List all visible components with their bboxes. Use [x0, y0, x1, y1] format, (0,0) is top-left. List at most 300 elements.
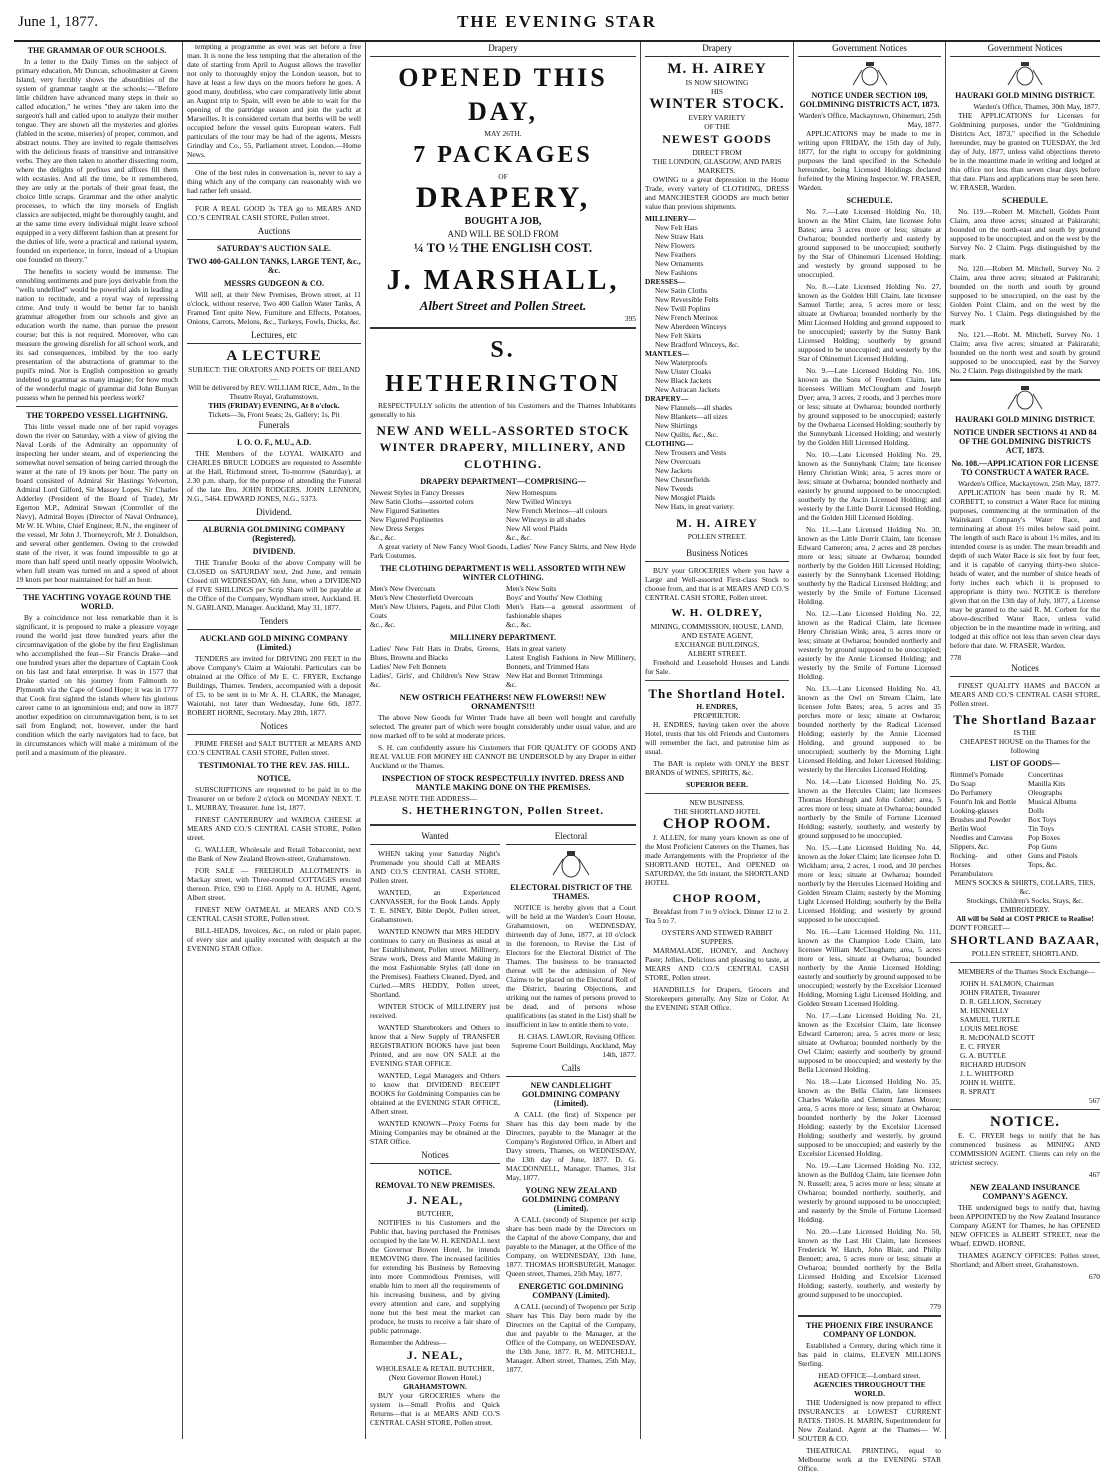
list-item: New Fashions	[655, 268, 698, 277]
advert-heading: CHOP ROOM,	[672, 891, 762, 905]
article-text: By a coincidence not less remarkable than it is significant, it is proposed to make a pleasure voyage round the world just three hundred years after the circumnavigation of the globe by the first Englishman who accomplished the feat—Sir Francis Drake—and one hundred years after the departure of Captain Cook on his last and fatal enterprise. It was in 1577 that Drake started on his journey from Falmouth to Plymouth via the Cape of Good Hope; it was in 1777 that Cook first sighted the islands where his glorious career came to an ignominious end; and now in 1877 another expedition on circumnavigation bent, is to set sail from England; not, however, under the hard condition which the early navigators had to face, but in circumstances which will make a minimum of the peril and a maximum of the pleasure.	[16, 613, 178, 757]
advert-text: SUBSCRIPTIONS are requested to be paid in to the Treasurer on or before 2 o'clock on MONDAY NEXT. T. L. MURRAY, Treasurer. June 1st, 1877.	[187, 785, 361, 812]
advert-text: HEAD OFFICE—Lombard street.	[818, 1371, 921, 1380]
list-item: New Figured Satinettes	[370, 506, 440, 515]
list-item: New Felt Skirts	[655, 331, 702, 340]
advert-number: 467	[1088, 1170, 1100, 1179]
advert-text: Breakfast from 7 to 9 o'clock. Dinner 12 to 2. Tea 5 to 7.	[645, 907, 789, 925]
advert-text: H. CHAS. LAWLOR, Revising Officer. Supreme Court Buildings, Auckland, May 14th, 1877.	[511, 1032, 636, 1059]
advert-heading: HAURAKI GOLD MINING DISTRICT.	[955, 91, 1095, 100]
advert-heading: NEW ZEALAND INSURANCE COMPANY'S AGENCY.	[970, 1183, 1080, 1201]
list-item: Ladies' New Felt Bonnets	[370, 662, 447, 671]
advert-text: IS NOW SHOWING	[685, 78, 749, 87]
item-list	[370, 584, 636, 629]
list-item: Men's New Overcoats	[370, 584, 436, 593]
advert-heading: SCHEDULE.	[1001, 196, 1048, 205]
royal-arms-icon	[1005, 61, 1045, 87]
section-heading: Notices	[370, 1149, 500, 1164]
advert-text: Warden's Office, Mackaytown, Ohinemuri, 25th May, 1877.	[798, 111, 941, 129]
advert-heading: NOTICE.	[257, 774, 291, 783]
article-heading: THE YACHTING VOYAGE ROUND THE WORLD.	[22, 593, 172, 611]
advert-text: FINEST NEW OATMEAL at MEARS AND CO.'S CENTRAL CASH STORE, Pollen street.	[187, 905, 361, 923]
section-heading: Business Notices	[645, 547, 789, 562]
advert-text: BOUGHT A JOB,	[464, 216, 542, 227]
list-item: New Winceys in all shades	[506, 515, 586, 524]
advert-text: THE LONDON, GLASGOW, AND PARIS MARKETS.	[652, 157, 782, 175]
advert-text: BUTCHER,	[416, 1209, 454, 1218]
list-item: Rocking- and other Horses	[950, 851, 1022, 869]
advert-text: FINEST QUALITY HAMS and BACON at MEARS AND CO.'S CENTRAL CASH STORE, Pollen street.	[950, 681, 1100, 708]
advert-text: AGENCIES THROUGHOUT THE WORLD.	[813, 1380, 926, 1398]
list-item: J. L. WHITFORD	[960, 1069, 1014, 1078]
list-item: New Twill Poplins	[655, 304, 711, 313]
advert-heading: ENERGETIC GOLDMINING COMPANY (Limited).	[518, 1282, 624, 1300]
section-heading: Dividend.	[187, 506, 361, 521]
column-3	[370, 42, 636, 1439]
list-item: G. A. BUTTLE	[960, 1051, 1006, 1060]
advert-text: HANDBILLS for Drapers, Grocers and Storekeepers generally. Any Size or Color. At the EVENING STAR Office.	[645, 985, 789, 1012]
advert-number: 670	[1088, 1272, 1100, 1281]
list-item: E. C. FRYER	[960, 1042, 1001, 1051]
article-text: In a letter to the Daily Times on the subject of primary education, Mr Duncan, schoolmaster at Green Island, very forcibly shows the absurdities of the system of grammar taught at the schools:—"Before little children have advanced many steps in their so called education," he writes "they are taken into the surgeon's hall and called upon to analyze their mother tongue. They are shown all the mysteries and glories (fabled in the scene, miseries) of proper, common, and abstract nouns. They are invited to regale themselves with the delicious feasts of transitive and intransitive verbs. They are then taken to another dissecting room, where the delights of prefixes and affixes fill them with ecstasies. And all the time, be it remembered, they are only at the portals of their great feast, the choice little scraps. Grammar and the other analytic processes, to which the tiny morsels of English classics are subjected, might be thoroughly taught, and at the same time every individual might leave school equipped in a very different fashion than at present for the duties of life, were a practical and rational system, founded on experience, in force, instead of a Utopian one founded on theory."	[16, 57, 178, 264]
section-heading: Drapery	[645, 42, 789, 57]
advert-heading: NOTICE UNDER SECTION 109, GOLDMINING DISTRICTS ACT, 1873.	[799, 91, 940, 109]
advert-text: Tickets—3s, Front Seats; 2s, Gallery; 1s, Pit	[208, 410, 340, 419]
list-item: Men's New Suits	[506, 584, 557, 593]
list-item: SAMUEL TURTLE	[960, 1015, 1020, 1024]
column-rule	[640, 42, 641, 1439]
advert-text: WINTER STOCK of MILLINERY just received.	[370, 1002, 500, 1020]
schedule-item: No. 20.—Late Licensed Holding No. 50, known as the Last Hit Claim, late licensees Frederick W. Hatch, John Blair, and Philip Bennett; area, 5 acres more or less; situate at Owharoa; bounded northerly by the Bella Licensed Holding and Excelsior Licensed Holding; easterly, southerly, and westerly by ground supposed to be unoccupied.	[798, 1227, 941, 1299]
list-item: M. HENNELLY	[960, 1006, 1009, 1015]
advert-text: APPLICATIONS may be made to me in writing upon FRIDAY, the 15th day of July, 1877, for the right to occupy for goldmining purposes the land specified in the Schedule hereunder, being Licensed Holdings declared forfeited by the Mining Inspector. W. FRASER, Warden.	[798, 129, 941, 192]
advert-text: All will be Sold at COST PRICE to Realise!	[956, 914, 1094, 923]
masthead	[14, 0, 1100, 42]
column-4	[645, 42, 789, 1439]
advert-text: A CALL (the first) of Sixpence per Share has this day been made by the Directors, payable to the Manager at the Company's Registered Office, in Albert and Davy streets, Thames, on WEDNESDAY, the 13th day of June, 1877. D. G. MACDONNELL, Manager. Thames, 31st May, 1877.	[506, 1110, 636, 1182]
list-item: Manilla Kits	[1028, 779, 1066, 788]
advert-text: G. WALLER, Wholesale and Retail Tobacconist, next the Bank of New Zealand Brown-street, Grahamstown.	[187, 845, 361, 863]
section-heading: Tenders	[187, 615, 361, 630]
list-item: New Flannels—all shades	[655, 403, 733, 412]
list-item: New Figured Poplinettes	[370, 515, 444, 524]
advert-text: OF	[498, 172, 508, 181]
section-heading: Lectures, etc	[187, 329, 361, 344]
royal-arms-icon	[549, 849, 593, 879]
advert-heading: I. O. O. F., M.U., A.D.	[236, 438, 312, 447]
advert-heading: SCHEDULE.	[846, 196, 893, 205]
schedule-item: No. 9.—Late Licensed Holding No. 106, known as the Sons of Freedom Claim, late licensees William McClougham and Joseph Dyer; area, 3 acres, 2 roods, and 3 perches more or less; situate at Owharoa; bounded northerly by ground supposed to be unoccupied; easterly by the Owharoa Licensed Holding; southerly by the Sunnybank Licensed Holding; and westerly by the Golden Hill Licensed Holding.	[798, 366, 941, 447]
advert-text: The above New Goods for Winter Trade have all been well bought and carefully selected. The greater part of which were bought considerably under usual value, and are now marked off to be sold at moderate prices.	[370, 713, 636, 740]
list-heading: CLOTHING—	[645, 439, 694, 448]
advert-heading: TESTIMONIAL TO THE REV. JAS. HILL.	[198, 761, 350, 770]
schedule-item: No. 12.—Late Licensed Holding No. 22, known as the Radical Claim, late licensee Henry Christian Wink; area, 5 acres more or less; situate at Owharoa; bounded northerly and westerly by ground supposed to be unoccupied; easterly by the Annie Licensed Holding; and westerly by the Smile of Fortune Licensed Holding.	[798, 609, 941, 681]
list-item: Tops, &c.	[1028, 860, 1057, 869]
advert-text: GRAHAMSTOWN.	[403, 1382, 467, 1391]
advert-heading: S. HETHERINGTON, Pollen Street.	[401, 805, 605, 817]
advert-text: CHEAPEST HOUSE on the Thames for the following	[959, 737, 1091, 755]
list-item: R. SPRATT	[960, 1087, 996, 1096]
article-text: tempting a programme as ever was set before a free man. It is none the less tempting that the alteration of the date of starting from April to August allows the traveller not only to thoroughly enjoy the London season, but to have at least a few days on the moors before he goes. A good many, doubtless, who care comparatively little about an August trip to Spain, will even be able to wait for the opening of the partridge season and join the yacht at Marseilles. It is considered certain that berths will be well occupied before the vessel quits European waters. Full particulars of the tour may be had of the agents, Messrs Grindlay and Co., 55, Parliament street, London.—Home News.	[187, 42, 361, 159]
list-item: New Satin Cloths—assorted colors	[370, 497, 474, 506]
advert-text: BILL-HEADS, Invoices, &c., on ruled or plain paper, of every size and quality executed with despatch at the EVENING STAR Office.	[187, 926, 361, 953]
advert-heading: The Shortland Bazaar	[953, 712, 1097, 727]
advert-text: MAY 26TH.	[484, 129, 522, 138]
article-heading: THE GRAMMAR OF OUR SCHOOLS.	[27, 46, 167, 55]
schedule-item: No. 18.—Late Licensed Holding No. 35, known as the Bella Claim, late licensees Charles Wakelin and Clement James Moore; area, 5 acres more or less; situate at Owharoa; bounded northerly by the Joker Licensed Holding; easterly by the Excelsior Licensed Holding; southerly and westerly, by ground supposed to be unoccupied; and easterly by the Excelsior Licensed Holding.	[798, 1077, 941, 1158]
schedule-item: No. 7.—Late Licensed Holding No. 10, known as the Mint Claim, late licensee John Bates; area 3 acres more or less; situate at Owharoa; bounded northerly and easterly by ground supposed to be unoccupied; southerly by the Star of Ohinemuri Licensed Holding; and westerly by ground supposed to be unoccupied.	[798, 207, 941, 279]
list-item: Musical Albums	[1028, 797, 1077, 806]
advert-heading: OPENED THIS DAY,	[398, 63, 608, 126]
advert-text: S. H. can confidently assure his Customers that FOR QUALITY OF GOODS AND REAL VALUE FOR MONEY HE CANNOT BE UNDERSOLD by any Draper in either Auckland or the Thames.	[370, 743, 636, 770]
advert-text: THE SHORTLAND HOTEL	[673, 807, 761, 816]
list-item: New Bradford Winceys, &c.	[655, 340, 740, 349]
advert-text: ALBERT STREET.	[687, 649, 747, 658]
list-heading: DRESSES—	[645, 277, 686, 286]
advert-text: Warden's Office, Mackaytown, 25th May, 1877.	[958, 479, 1100, 488]
advert-text: NEW BUSINESS.	[689, 798, 745, 807]
list-item: New Mosgiel Plaids	[655, 493, 715, 502]
section-heading: Auctions	[187, 225, 361, 240]
advert-heading: AUCKLAND GOLD MINING COMPANY (Limited.)	[199, 634, 349, 652]
advert-text: DIRECT FROM	[692, 148, 742, 157]
list-item: &c., &c.	[506, 533, 532, 542]
list-item: Latest English Fashions in New Millinery, Bonnets, and Trimmed Hats	[506, 653, 636, 671]
list-item: New Satin Cloths	[655, 286, 708, 295]
advert-number: 779	[929, 1302, 941, 1311]
advert-text: J. ALLEN, for many years known as one of the Most Proficient Caterers on the Thames, has made Arrangements with the Proprietor of the SHORTLAND HOTEL, And OPENED on SATURDAY, the 5th instant, the SHORTLAND HOTEL	[645, 833, 789, 887]
list-item: Guns and Pistols	[1028, 851, 1078, 860]
list-item: New All wool Plaids	[506, 524, 568, 533]
column-1	[16, 42, 178, 1439]
advert-heading: NOTICE.	[418, 1168, 452, 1177]
list-item: New Homespuns	[506, 488, 557, 497]
article-text: One of the best rules in conversation is, never to say a thing which any of the company can reasonably wish we had rather left unsaid.	[187, 168, 361, 195]
list-item: LOUIS MELROSE	[960, 1024, 1019, 1033]
advert-heading: No. 108.—APPLICATION FOR LICENSE TO CONSTRUCT A WATER RACE.	[951, 459, 1099, 477]
advert-text: MARMALADE, HONEY, and Anchovy Paste; Jellies, Delicious and pleasing to taste, at MEARS AND CO.'S CENTRAL CASH STORE, Pollen street.	[645, 946, 789, 982]
list-item: Do Perfumery	[950, 788, 993, 797]
advert-heading: J. NEAL,	[406, 1348, 464, 1362]
list-item: Concertinas	[1028, 770, 1064, 779]
advert-text: THE Members of the LOYAL WAIKATO and CHARLES BRUCE LODGES are requested to Assemble at the Hall, Richmond street, To-morrow (Saturday), at 2.30 p.m. sharp, for the purpose of attending the Funeral of the late Bro. JOHN RODGERS. JOHN LENNON, N.G., 5464. EDWARD JONES, N.G., 5373.	[187, 449, 361, 503]
column-5	[798, 42, 941, 1473]
list-item: New Flowers	[655, 241, 695, 250]
schedule-item: No. 120.—Robert M. Mitchell, Survey No. 2 Claim, area three acres; situated at Pakirarahi; bounded on the north and south by ground supposed to be unoccupied, on the east by the Golden Point Claim, and on the west by the Survey No. 1 Claim. Pegs distinguished by the mark	[950, 264, 1100, 327]
advert-text: SUPERIOR BEER.	[685, 780, 748, 789]
list-item: New Astracan Jackets	[655, 385, 720, 394]
advert-heading: NOTICE.	[990, 1114, 1060, 1130]
list-item: New Trousers and Vests	[655, 448, 727, 457]
section-heading: Funerals	[187, 419, 361, 434]
schedule-item: No. 15.—Late Licensed Holding No. 44, known as the Joker Claim; late licensee John D. Wickham; area, 2 acres, 1 rood, and 30 perches more or less; situate at Owharoa; bounded northerly by the Hercules Licensed Holding and Golden Stream Claim; easterly by the Morning Light Licensed Holding; southerly by the Bella Licensed Holding; and westerly by ground supposed to be unoccupied.	[798, 843, 941, 924]
list-item: Do Soap	[950, 779, 976, 788]
advert-text: IS THE	[1013, 728, 1037, 737]
list-item: New Dress Serges	[370, 524, 425, 533]
advert-heading: TWO 400-GALLON TANKS, LARGE TENT, &c., &c.	[187, 257, 361, 275]
advert-text: AND WILL BE SOLD FROM	[447, 229, 559, 239]
list-item: Brushes and Powder	[950, 815, 1011, 824]
list-item: New Hats, in great variety.	[655, 502, 735, 511]
advert-text: THAMES AGENCY OFFICES: Pollen street, Shortland; and Albert street, Grahamstown.	[950, 1251, 1100, 1269]
advert-text: Stockings, Children's Socks, Stays, &c. EMBROIDERY.	[966, 896, 1084, 914]
advert-text: THE undersigned begs to notify that, having been APPOINTED by the New Zealand Insurance Company AGENT for Thames, he has OPENED NEW OFFICES in ALBERT STREET, near the Wharf. EDWD. HORNE.	[950, 1203, 1100, 1248]
section-heading: Notices	[950, 662, 1100, 677]
list-item: Ladies', Girls', and Children's New Straw &c.	[370, 671, 500, 689]
advert-heading: HAURAKI GOLD MINING DISTRICT.	[955, 415, 1095, 424]
section-heading: Government Notices	[798, 42, 941, 57]
list-item: JOHN FRATER, Treasurer	[960, 988, 1040, 997]
list-item: &c., &c.	[370, 620, 396, 629]
advert-text: TENDERS are invited for DRIVING 200 FEET in the above Company's Claim at Waiotahi. Particulars can be obtained at the Office of Mr E. C. FRYER, Exchange Buildings, Thames. Tenders, accompanied with a deposit of £5, to be sent in to Mr A. H. CLARK, the Manager, Waiotahi, not later than Wednesday, June 6th, 1877. ROBERT HORNE, Secretary. May 28th, 1877.	[187, 654, 361, 717]
list-item: Perambulators	[950, 869, 993, 878]
list-item: RICHARD HUDSON	[960, 1060, 1026, 1069]
advert-text: PRIME FRESH and SALT BUTTER at MEARS AND CO.'S CENTRAL CASH STORE, Pollen street.	[187, 739, 361, 757]
advert-heading: WINTER DRAPERY, MILLINERY, AND CLOTHING.	[379, 440, 627, 471]
article-text: This little vessel made one of her rapid voyages down the river on Saturday, with a view of giving the Naval Lords of the Admiralty an opportunity of inspecting her under steam, and of experiencing the somewhat novel sensation of being carried through the water at the rate of 19 knots per hour. The party on board consisted of Admiral Sir Hastings Yelverton, Admiral Lord Gilford, Sir Massey Lopes, Sir Charles Adderley (President of the Board of Trade), Mr Egerton M.P., Admiral Stewart (Controller of the Navy), Admiral Boyes (Director of Naval Ordnance), Mr W. H. White, Chief Engineer, R.N., the engineer of the vessel, Mr John J. Thorneycroft, Mr J. Donaldson, and several other gentlemen. Owing to the crowded state of the river, it was found impossible to go at more than half speed until nearly opposite Woolwich, when full steam was turned on and a speed of about 19 knots per hour maintained for half an hour.	[16, 422, 178, 584]
list-item: Needles and Canvass	[950, 833, 1013, 842]
list-item: Men's New Ulsters, Pagets, and Pilot Cloth Coats	[370, 602, 500, 620]
advert-heading: THE CLOTHING DEPARTMENT IS WELL ASSORTED WITH NEW WINTER CLOTHING.	[380, 564, 626, 582]
advert-text: EXCHANGE BUILDINGS,	[674, 640, 760, 649]
advert-heading: W. H. OLDREY,	[671, 607, 763, 619]
advert-heading: CHOP ROOM.	[662, 816, 772, 832]
advert-text: EVERY VARIETY	[688, 113, 746, 122]
list-item: Tin Toys	[1028, 824, 1054, 833]
column-2	[187, 42, 361, 1439]
advert-heading: NEW AND WELL-ASSORTED STOCK	[376, 423, 630, 438]
advert-heading: DIVIDEND.	[252, 547, 296, 556]
advert-heading: THE PHOENIX FIRE INSURANCE COMPANY OF LONDON.	[806, 1321, 933, 1339]
column-rule	[365, 42, 366, 1439]
advert-text: NOTIFIES to his Customers and the Public that, having purchased the Premises occupied by the late W. H. KENDALL next the Governor Bowen Hotel, he intends REMOVING there. The increased facilities for extending his Business by Removing into more Commodious Premises, will enable him to meet all the requirements of his increasing business, and by giving every attention and care, and supplying none but the best meat the market can produce, he trusts to receive a fair share of public patronage.	[370, 1218, 500, 1335]
list-item: New Felt Hats	[655, 223, 698, 232]
list-item: New French Merinos—all colours	[506, 506, 608, 515]
advert-text: The BAR is replete with ONLY the BEST BRANDS of WINES, SPIRITS, &c.	[645, 759, 789, 777]
article-text: The benefits to society would be immense. The ennobling sentiments and pure joys derivable from the "wells undefiled" would be powerful aids in leading a nation to rectitude, and a royal way of repressing crime. And truly it would be better far to banish grammar altogether from our schools and give an education worth the name, than pursue the present course; but this is not required. Moreover, who can measure the growing disrelish for all school work, and its sad consequences, imbibed by the too early presentation of the abstractions of grammar to the pupil's mind. Nor is English composition so greatly indebted to grammar as many imagine; for how much of the wonderful magic of grammar did John Bunyan possess when he penned his peerless work?	[16, 267, 178, 402]
advert-text: POLLEN STREET, SHORTLAND.	[971, 949, 1079, 958]
advert-tea: FOR A REAL GOOD 3s TEA go to MEARS AND CO.'S CENTRAL CASH STORE, Pollen street.	[187, 204, 361, 222]
list-item: New Ornaments	[655, 259, 704, 268]
advert-heading: NEW CANDLELIGHT GOLDMINING COMPANY (Limited).	[521, 1081, 621, 1108]
list-item: New Feathers	[655, 250, 696, 259]
column-rule	[945, 42, 946, 1439]
list-item: Men's New Chesterfield Overcoats	[370, 593, 474, 602]
advert-text: Established a Century, during which time it has paid in claims, ELEVEN MILLIONS Sterling.	[798, 1341, 941, 1368]
advert-text: MEN'S SOCKS & SHIRTS, COLLARS, TIES, &c.	[954, 878, 1096, 896]
list-item: New Twilled Winceys	[506, 497, 572, 506]
advert-text: H. ENDRES,	[696, 702, 738, 711]
list-item: &c.	[506, 680, 517, 689]
wanted-section	[370, 830, 500, 1430]
advert-heading: The Shortland Hotel.	[648, 686, 786, 701]
list-item: New Jackets	[655, 466, 693, 475]
advert-heading: J. MARSHALL,	[386, 265, 620, 296]
column-6	[950, 42, 1100, 1439]
advert-heading: NEWEST GOODS	[662, 132, 772, 146]
list-item: New Hat and Bonnet Trimmings	[506, 671, 603, 680]
advert-text: A CALL (second) of Twopence per Scrip Share has This Day been made by the Directors on the Capital of the Company, due and payable to the Manager, at the Office of the Company, on WEDNESDAY, the 13th June, 1877. R. M. MITCHELL, Manager. Albert street, Thames, 25th May, 1877.	[506, 1302, 636, 1374]
list-item: New Straw Hats	[655, 232, 704, 241]
issue-date: June 1, 1877.	[18, 14, 98, 30]
advert-text: WANTED Sharebrokers and Others to know that a New Supply of TRANSFER REGISTRATION BOOKS have just been Printed, and are now ON SALE at the EVENING STAR OFFICE.	[370, 1023, 500, 1068]
schedule-item: No. 16.—Late Licensed Holding No. 111, known as the Champion Lode Claim, late licensee William McClougham; area, 5 acres more or less, situate at Owharoa; bounded northerly by the Annie Licensed Holding; easterly and southerly by ground supposed to be unoccupied; westerly by the Excelsior Licensed Holding, Morning Light Licensed Holding, and Golden Stream Licensed Holding.	[798, 927, 941, 1008]
advert-text: MEMBERS of the Thames Stock Exchange—	[958, 967, 1096, 976]
advert-heading: INSPECTION OF STOCK RESPECTFULLY INVITED. DRESS AND MANTLE MAKING DONE ON THE PREMISES.	[381, 774, 625, 792]
advert-text: ¼ TO ½ THE ENGLISH COST.	[413, 240, 593, 255]
advert-heading: ALBURNIA GOLDMINING COMPANY (Registered).	[202, 525, 346, 543]
advert-text: FINEST CANTERBURY and WAIROA CHEESE at MEARS AND CO.'S CENTRAL CASH STORE, Pollen street.	[187, 815, 361, 842]
section-heading: Calls	[506, 1062, 636, 1077]
section-heading: Drapery	[370, 42, 636, 57]
list-item: Fount'n Ink and Bottle	[950, 797, 1017, 806]
advert-text: POLLEN STREET.	[687, 532, 747, 541]
advert-heading: NEW OSTRICH FEATHERS! NEW FLOWERS!! NEW ORNAMENTS!!!	[399, 692, 607, 711]
advert-heading: J. NEAL,	[406, 1193, 464, 1207]
schedule-item: No. 14.—Late Licensed Holding No. 25, known as the Hercules Claim; late licensees Thomas Horsbrugh and John Colder; area, 5 acres more or less; situate at Owharoa; bounded northerly by the Smile of Fortune Licensed Holding; easterly, southerly, and westerly by ground supposed to be unoccupied.	[798, 777, 941, 840]
advert-text: DON'T FORGET—	[950, 923, 1010, 932]
advert-text: Albert Street and Pollen Street.	[419, 298, 587, 313]
electoral-section	[506, 830, 636, 1430]
schedule-item: No. 10.—Late Licensed Holding No. 29, known as the Sunnybank Claim; late licensee Henry Christian Wink; area, 5 acres more or less; situate at Owharoa; bounded northerly and easterly by ground supposed to be unoccupied; southerly by the Ascin Licensed Holding; and westerly by the Little Dorrit Licensed Holding, and the Golden Hill Licensed Holding.	[798, 450, 941, 522]
advert-text: HIS	[711, 87, 723, 96]
advert-heading: S. HETHERINGTON	[385, 337, 621, 397]
list-item: Berlin Wool	[950, 824, 987, 833]
list-item: Looking-glasses	[950, 806, 999, 815]
advert-text: Will be delivered by REV. WILLIAM RICE, Adm., In the Theatre Royal, Grahamstown.	[188, 383, 360, 401]
advert-heading: ELECTORAL DISTRICT OF THE THAMES.	[510, 883, 632, 901]
advert-text: THE APPLICATIONS for Licenses for Goldmining purposes, under the "Goldmining Districts Act, 1873," specified in the Schedule hereunder, may be granted on TUESDAY, the 3rd day of July, 1877, unless valid objections thereto be in the meantime made in writing and lodged at this office not less than seven clear days before that date. Plans and applications may be seen here. W. FRASER, Warden.	[950, 111, 1100, 192]
list-item: Boys' and Youths' New Clothing	[506, 593, 603, 602]
list-item: Hats in great variety	[506, 644, 567, 653]
list-item: Box Toys	[1028, 815, 1057, 824]
advert-heading: SHORTLAND BAZAAR,	[950, 933, 1100, 947]
schedule-item: No. 8.—Late Licensed Holding No. 27, known as the Golden Hill Claim, late licensee Samuel Turtle; area, 5 acres more or less; situate at Owharoa; bounded northerly by the Mint Licensed Holding and ground supposed to be unoccupied; easterly by the Sunny Bank Licensed Holding; southerly by ground supposed to be unoccupied; and westerly by the Star of Ohinemuri Licensed Holding.	[798, 282, 941, 363]
item-list	[950, 770, 1100, 878]
advert-text: Remember the Address—	[370, 1338, 447, 1347]
list-item: Dolls	[1028, 806, 1045, 815]
list-item: Oleographs	[1028, 788, 1063, 797]
list-item: Rimmel's Pomade	[950, 770, 1004, 779]
advert-text: Will sell, at their New Premises, Brown street, at 11 o'clock, without reserve, Two 400 Gallon Water Tanks, A Framed Tent quite New, Furniture and Effects, Potatoes, Onions, Carrots, Melons, &c., Turkeys, Fowls, Ducks, &c.	[187, 290, 361, 326]
list-item: R. McDONALD SCOTT	[960, 1033, 1035, 1042]
advert-heading: MESSRS GUDGEON & CO.	[223, 279, 324, 288]
list-item: New Quilts, &c., &c.	[655, 430, 719, 439]
advert-text: APPLICATION has been made by R. M. CORBETT, to construct a Water Race for mining purposes, commencing at the termination of the Waitekauri Company's Water Race, and terminating at about 1½ miles below said point. The length of such Race is about 1½ miles, and its intended course is as under. The mean breadth and depth of such Water Race is six feet by four feet, and it is capable of carrying thirty-two sluice-heads of water, and the number of sluice heads of forty inches each which it is proposed to appropriate is thirty two. NOTICE is therefore given that on the 13th day of July, 1877, a License may be granted to the said R. M. Corbett for the above-described Water Race, unless valid objection be in the meantime made in writing, and lodged at this office not less than seven clear days before that date. W. FRASER, Warden.	[950, 488, 1100, 650]
advert-text: A great variety of New Fancy Wool Goods, Ladies' New Fancy Skirts, and New Hyde Park Costumes.	[370, 542, 636, 560]
advert-text: H. ENDRES, having taken over the above Hotel, trusts that his old Friends and Customers will remember the fact, and patronise him as usual.	[645, 720, 789, 756]
item-list	[370, 644, 636, 689]
advert-heading: DRAPERY DEPARTMENT—COMPRISING—	[420, 477, 586, 486]
schedule-item: No. 121.—Robt. M. Mitchell, Survey No. 1 Claim; area five acres; situated at Pakirarahi; bounded on the north west and south by ground supposed to be unoccupied, east by the Survey No. 2 Claim. Pegs distinguished by the mark	[950, 330, 1100, 375]
advert-text: WHOLESALE & RETAIL BUTCHER, (Next Governor Bowen Hotel,)	[375, 1364, 495, 1382]
advert-text: WANTED, an Experienced CANVASSER, for the Book Lands. Apply T. E. SINEY, Bible Depôt, Pollen street, Grahamstown.	[370, 888, 500, 924]
advert-text: Freehold and Leasehold Houses and Lands for Sale.	[645, 658, 789, 676]
advert-text: BUY your GROCERIES where you have a Large and Well-assorted First-class Stock to choose from, and that is at MEARS AND CO.'S CENTRAL CASH STORE, Pollen street.	[645, 566, 789, 602]
list-item: JOHN H. WHITE.	[960, 1078, 1016, 1087]
list-item: JOHN H. SALMON, Chairman	[960, 979, 1054, 988]
list-item: New Ulster Cloaks	[655, 367, 712, 376]
list-item: D. R. GELLION, Secretary	[960, 997, 1042, 1006]
list-item: New Aberdeen Winceys	[655, 322, 727, 331]
section-heading: Notices	[187, 720, 361, 735]
advert-heading: LIST OF GOODS—	[990, 759, 1060, 768]
advert-heading: YOUNG NEW ZEALAND GOLDMINING COMPANY (Limited).	[521, 1186, 621, 1213]
article-heading: THE TORPEDO VESSEL LIGHTNING.	[26, 411, 168, 420]
advert-text: THEATRICAL PRINTING, equal to Melbourne work at the EVENING STAR Office.	[798, 1446, 941, 1473]
advert-heading: A LECTURE	[226, 348, 322, 364]
list-item: New Overcoats	[655, 457, 701, 466]
list-item: New Shirtings	[655, 421, 698, 430]
advert-text: THE Transfer Books of the above Company will be CLOSED on SATURDAY next, 2nd June, and remain Closed till WEDNESDAY, 6th June, when a DIVIDEND of FIVE SHILLINGS per Scrip Share will be payable at the Office of the Company, Wyndham street, Auckland. H. N. GARLAND, Manager. Auckland, May 31, 1877.	[187, 558, 361, 612]
advert-heading: MILLINERY DEPARTMENT.	[450, 633, 556, 642]
advert-number: 778	[950, 653, 962, 662]
advert-text: WANTED KNOWN that MRS HEDDY continues to carry on Business as usual at her Establishment, Pollen street. Millinery, Straw work, Dress and Mantle Making in the most Fashionable Styles (all done on the Premises). Feathers Cleaned, Dyed, and Curled.—MRS HEDDY, Pollen street, Shortland.	[370, 927, 500, 999]
item-list	[370, 488, 636, 542]
schedule-item: No. 119.—Robert M. Mitchell, Golden Point Claim, area three acres; situated at Pakirarahi; bounded on the north-east and south by ground supposed to be unoccupied, and on the west by the Survey No. 2 Claim. Pegs distinguished by the mark	[950, 207, 1100, 261]
list-item: Pop Guns	[1028, 842, 1057, 851]
advert-heading: M. H. AIREY	[676, 516, 758, 530]
advert-heading: 7 PACKAGES	[413, 142, 593, 168]
advert-number: 395	[624, 314, 636, 323]
advert-text: OF THE	[704, 122, 730, 131]
advert-text: Warden's Office, Thames, 30th May, 1877.	[973, 102, 1100, 111]
advert-text: OYSTERS AND STEWED RABBIT SUPPERS.	[661, 928, 773, 946]
list-item: New Chesterfields	[655, 475, 710, 484]
list-item: New French Merinos	[655, 313, 718, 322]
list-heading: DRAPERY—	[645, 394, 689, 403]
advert-text: BUY your GROCERIES where the system is—Small Profits and Quick Returns—that is at MEARS AND CO.'S CENTRAL CASH STORE, Pollen street.	[370, 1391, 500, 1427]
list-heading: MILLINERY—	[645, 214, 696, 223]
list-heading: MANTLES—	[645, 349, 689, 358]
advert-text: RESPECTFULLY solicits the attention of his Customers and the Thames Inhabitants generally to his	[370, 401, 636, 419]
advert-text: WANTED, Legal Managers and Others to know that DIVIDEND RECEIPT BOOKS for Goldmining Companies can be obtained at the EVENING STAR OFFICE, Albert street.	[370, 1071, 500, 1116]
schedule-item: No. 19.—Late Licensed Holding No. 132, known as the Bulldog Claim, late licensee John N. Russell; area, 5 acres more or less; situate at Owharoa; bounded northerly, southerly, and westerly by ground supposed to be unoccupied; and easterly by the Smile of Fortune Licensed Holding.	[798, 1161, 941, 1224]
royal-arms-icon	[1005, 385, 1045, 411]
list-item: New Tweeds	[655, 484, 694, 493]
section-heading: Government Notices	[950, 42, 1100, 57]
advert-text: WANTED KNOWN—Proxy Forms for Mining Companies may be obtained at the STAR Office.	[370, 1119, 500, 1146]
list-item: Ladies' New Felt Hats in Drabs, Greens, Blues, Browns and Blacks	[370, 644, 500, 662]
advert-text: E. C. FRYER begs to notify that he has commenced business as MINING AND COMMISSION AGENT. Clients can rely on the strictest secrecy.	[950, 1131, 1100, 1167]
list-item: New Reversible Felts	[655, 295, 719, 304]
advert-text: WHEN taking your Saturday Night's Promenade you should Call at MEARS AND CO.'S CENTRAL CASH STORE, Pollen street.	[370, 849, 500, 885]
schedule-item: No. 17.—Late Licensed Holding No. 21, known as the Excelsior Claim, late licensee Edward Cameron; area, 5 acres more or less; situate at Owharoa; bounded northerly by the Owl Claim; easterly and southerly by ground supposed to be unoccupied; and westerly by the Bella Licensed Holding.	[798, 1011, 941, 1074]
list-item: Slippers, &c.	[950, 842, 989, 851]
advert-heading: SATURDAY'S AUCTION SALE.	[216, 244, 332, 253]
advert-text: THE Undersigned is now prepared to effect INSURANCES at LOWEST CURRENT RATES. THOS. H. MARIN, Superintendent for New Zealand. Agent at the Thames— W. SOUTER & CO.	[798, 1398, 941, 1443]
list-item: Men's Hats—a general assortment of fashionable shapes	[506, 602, 636, 620]
list-item: &c., &c.	[506, 620, 532, 629]
advert-text: MINING, COMMISSION, HOUSE, LAND, AND ESTATE AGENT,	[650, 622, 784, 640]
list-item: New Blankets—all sizes	[655, 412, 728, 421]
advert-text: SUBJECT: THE ORATORS AND POETS OF IRELAND—	[188, 365, 360, 383]
advert-number: 567	[1088, 1096, 1100, 1105]
column-rule	[182, 42, 183, 1439]
advert-heading: DRAPERY,	[415, 181, 591, 214]
list-item: &c., &c.	[370, 533, 396, 542]
section-heading: Wanted	[370, 830, 500, 845]
advert-heading: WINTER STOCK.	[649, 96, 785, 112]
list-item: Newest Styles in Fancy Dresses	[370, 488, 465, 497]
advert-text: OWING to a great depression in the Home Trade, every variety of CLOTHING, DRESS and MANCHESTER GOODS are much better value than previous shipments.	[645, 175, 789, 211]
section-heading: Electoral	[506, 830, 636, 845]
list-item: New Black Jackets	[655, 376, 712, 385]
advert-heading: REMOVAL TO NEW PREMISES.	[375, 1181, 495, 1190]
column-rule	[793, 42, 794, 1439]
schedule-item: No. 13.—Late Licensed Holding No. 43, known as the Owl on Stream Claim, late licensee John Bates; area, 5 acres and 35 perches more or less; situate at Owharoa; bounded northerly by the Radical Licensed Holding; easterly by the Annie Licensed Holding, and ground supposed to be unoccupied; southerly by the Morning Light Licensed Holding, and Joker Licensed Holding; westerly by the Hercules Licensed Holding.	[798, 684, 941, 774]
advert-text: NOTICE is hereby given that a Court will be held at the Warden's Court House, Grahamstown, on WEDNESDAY, thirteenth day of June, 1877, at 10 o'clock in the forenoon, to Revise the List of Electors for the Electoral District of The Thames. The business to be transacted thereat will be the admission of New Claims to be placed on the Electoral Roll of the District, hearing Objections, and striking out the names of persons proved to be dead, and of persons whose qualifications (as stated in the List) shall be insufficient in law to entitle them to vote.	[506, 903, 636, 1029]
